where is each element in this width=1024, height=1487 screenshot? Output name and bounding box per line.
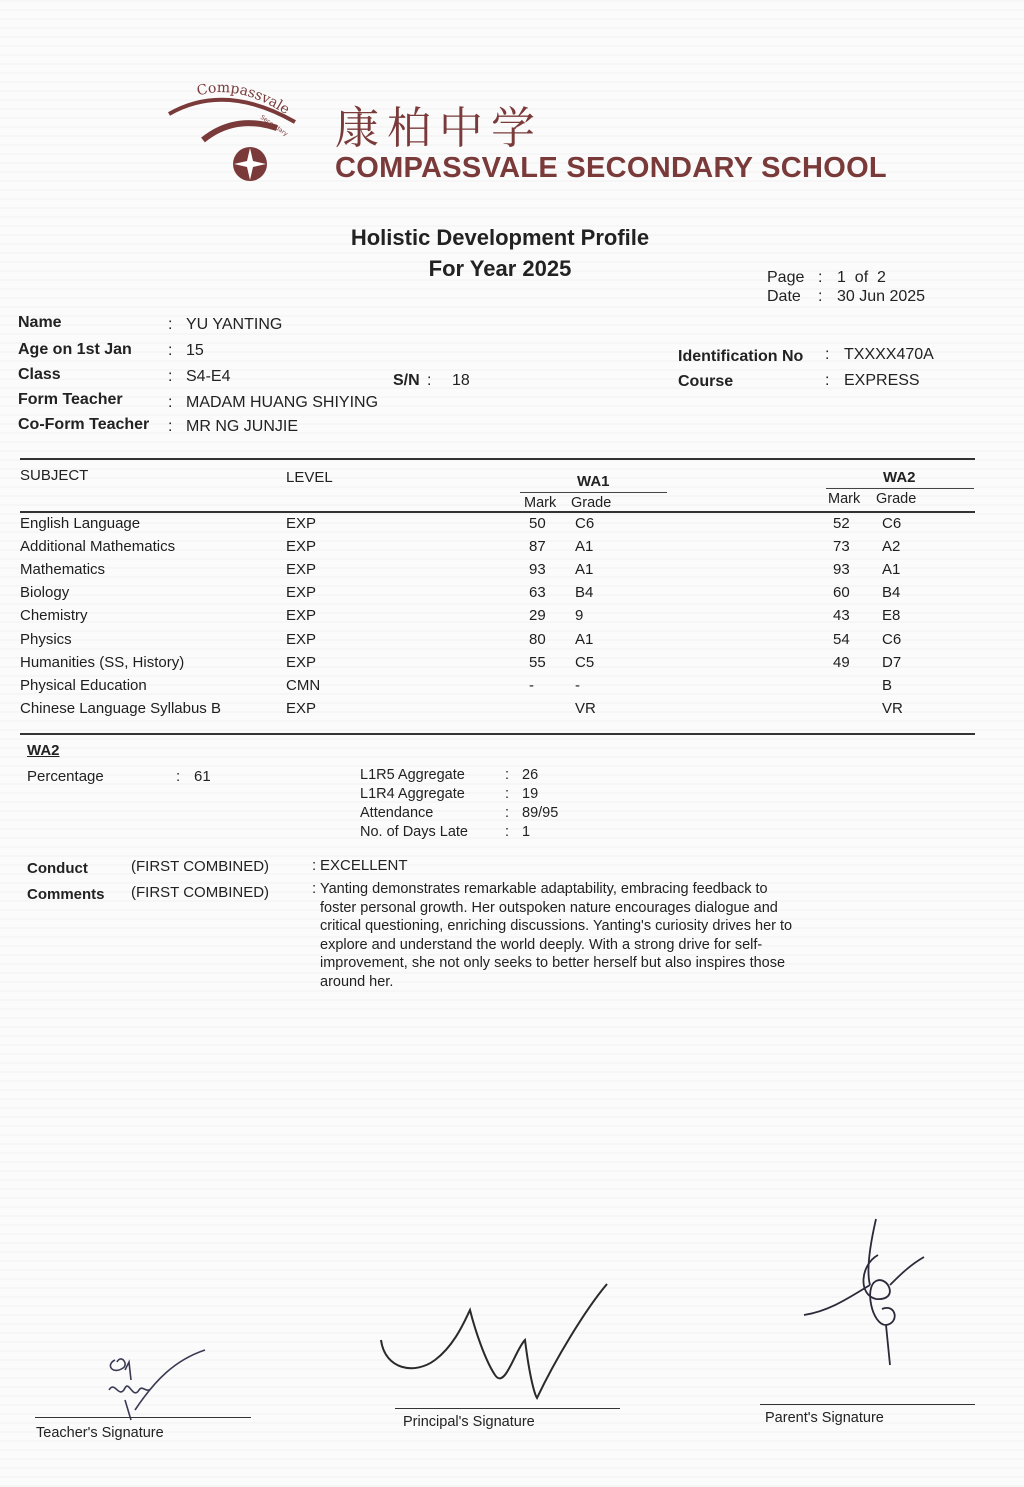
comment-line: improvement, she not only seeks to better herself but also inspires those <box>320 955 786 971</box>
comment-line: explore and understand the world deeply. With a strong drive for self- <box>320 936 763 953</box>
wa2-grade-cell: D7 <box>882 653 902 671</box>
percentage-value: 61 <box>194 768 211 785</box>
level-cell: EXP <box>286 538 317 556</box>
wa1-mark-cell: 93 <box>529 561 546 579</box>
wa2-grade-cell: A2 <box>882 538 901 556</box>
wa2-mark-cell: 60 <box>833 584 850 602</box>
wa2-mark-header: Mark <box>828 491 861 507</box>
table-row <box>20 654 980 677</box>
level-cell: CMN <box>286 676 321 694</box>
wa2-mark-cell: 73 <box>833 538 850 556</box>
table-row <box>20 700 980 723</box>
wa1-mark-header: Mark <box>524 495 557 511</box>
l1r5-value: 26 <box>522 767 539 783</box>
course-label: Course <box>678 373 734 390</box>
table-row <box>20 561 980 584</box>
wa1-mark-cell: 63 <box>529 584 546 602</box>
level-cell: EXP <box>286 515 317 532</box>
comment-line: critical questioning, enriching discussions. Yanting's curiosity drives her to <box>320 918 793 934</box>
wa1-mark-cell: 55 <box>529 653 546 671</box>
wa2-grade-cell: C6 <box>882 515 902 532</box>
principal-signature-label: Principal's Signature <box>403 1414 535 1430</box>
table-row <box>20 584 980 607</box>
level-cell: EXP <box>286 561 317 579</box>
subject-cell: Humanities (SS, History) <box>20 653 185 671</box>
form-teacher-name: MADAM HUANG SHIYING <box>186 394 379 411</box>
conduct-label: Conduct <box>27 860 88 877</box>
comment-line: Yanting demonstrates remarkable adaptability, embracing feedback to <box>320 881 768 897</box>
wa2-mark-cell: 93 <box>833 561 850 579</box>
comments-label: Comments <box>27 886 105 903</box>
attendance-value: 89/95 <box>522 805 559 821</box>
wa1-mark-cell: 50 <box>529 515 546 532</box>
wa1-mark-cell: 87 <box>529 538 546 556</box>
l1r4-label: L1R4 Aggregate <box>360 786 465 802</box>
document-year: For Year 2025 <box>428 256 572 281</box>
late-label: No. of Days Late <box>360 824 468 840</box>
wa2-grade-cell: E8 <box>882 607 901 625</box>
age-colon: : <box>168 342 173 359</box>
wa1-header: WA1 <box>577 473 610 490</box>
comments-qualifier: (FIRST COMBINED) <box>131 884 270 901</box>
wa2-mark-cell: 43 <box>833 607 850 625</box>
form-teacher-label: Form Teacher <box>18 391 123 408</box>
sn-label: S/N <box>393 372 420 389</box>
form-teacher-colon: : <box>168 394 173 411</box>
l1r5-colon: : <box>505 767 510 783</box>
student-name: YU YANTING <box>186 316 283 333</box>
wa2-grade-header: Grade <box>876 491 917 507</box>
wa1-grade-cell: 9 <box>575 607 584 625</box>
wa2-grade-cell: B4 <box>882 584 901 602</box>
teacher-signature-line <box>35 1417 251 1418</box>
wa2-grade-cell: VR <box>882 699 903 717</box>
date-colon: : <box>818 288 823 305</box>
wa2-header: WA2 <box>883 469 916 486</box>
student-sn: 18 <box>452 372 470 389</box>
wa1-mark-cell: 29 <box>529 607 546 625</box>
table-row <box>20 607 980 630</box>
school-logo-emblem <box>165 78 305 198</box>
summary-heading: WA2 <box>27 742 60 759</box>
course-colon: : <box>825 372 830 389</box>
late-colon: : <box>505 824 510 840</box>
co-form-teacher-label: Co-Form Teacher <box>18 416 150 433</box>
wa1-grade-cell: C5 <box>575 653 595 671</box>
percentage-colon: : <box>176 768 181 785</box>
age-label: Age on 1st Jan <box>18 341 132 358</box>
wa2-mark-cell: 52 <box>833 515 850 532</box>
subject-header: SUBJECT <box>20 467 89 484</box>
l1r4-value: 19 <box>522 786 539 802</box>
wa1-grade-cell: A1 <box>575 561 594 579</box>
parent-signature-line <box>760 1404 975 1405</box>
school-chinese-name: 康柏中学 <box>335 103 543 154</box>
principal-signature-mark <box>375 1280 615 1410</box>
principal-signature-line <box>395 1408 620 1409</box>
l1r4-colon: : <box>505 786 510 802</box>
subject-cell: Additional Mathematics <box>20 538 176 556</box>
subject-cell: Biology <box>20 584 70 602</box>
name-value-prefix: : <box>168 316 173 333</box>
teacher-signature-label: Teacher's Signature <box>36 1425 164 1441</box>
attendance-colon: : <box>505 805 510 821</box>
subject-cell: English Language <box>20 515 141 532</box>
wa2-mark-cell: 54 <box>833 630 850 648</box>
student-class: S4-E4 <box>186 368 231 385</box>
comments-colon: : <box>312 880 317 897</box>
document-title: Holistic Development Profile <box>350 225 650 250</box>
co-form-teacher-name: MR NG JUNJIE <box>186 418 298 435</box>
name-label: Name <box>18 314 62 331</box>
conduct-value: EXCELLENT <box>320 857 408 874</box>
l1r5-label: L1R5 Aggregate <box>360 767 465 783</box>
wa1-underline <box>520 492 667 493</box>
level-cell: EXP <box>286 607 317 625</box>
date-value: 30 Jun 2025 <box>837 288 926 305</box>
page-colon: : <box>818 269 823 286</box>
level-cell: EXP <box>286 699 317 717</box>
school-name: COMPASSVALE SECONDARY SCHOOL <box>335 152 887 184</box>
attendance-label: Attendance <box>360 805 434 821</box>
table-row <box>20 631 980 654</box>
conduct-qualifier: (FIRST COMBINED) <box>131 858 270 875</box>
subject-cell: Chinese Language Syllabus B <box>20 699 221 717</box>
comments-text <box>320 880 830 991</box>
id-colon: : <box>825 346 830 363</box>
level-cell: EXP <box>286 653 317 671</box>
class-colon: : <box>168 368 173 385</box>
student-id: TXXXX470A <box>844 346 934 363</box>
id-label: Identification No <box>678 348 804 365</box>
wa2-grade-cell: A1 <box>882 561 901 579</box>
wa1-mark-cell: 80 <box>529 630 546 648</box>
page-label: Page <box>767 269 805 286</box>
percentage-label: Percentage <box>27 768 104 785</box>
table-row <box>20 515 980 538</box>
page-number: 1 of 2 <box>837 269 886 286</box>
logo-sub-text: Secondary <box>258 113 289 138</box>
wa1-grade-cell: - <box>575 676 580 694</box>
wa2-grade-cell: B <box>882 676 893 694</box>
table-row <box>20 538 980 561</box>
comment-line: around her. <box>320 973 394 990</box>
class-label: Class <box>18 366 61 383</box>
wa2-mark-cell: 49 <box>833 653 850 671</box>
level-cell: EXP <box>286 630 317 648</box>
wa1-grade-cell: C6 <box>575 515 595 532</box>
table-header-rule <box>20 511 975 513</box>
late-value: 1 <box>522 824 531 840</box>
student-age: 15 <box>186 342 204 359</box>
wa1-grade-cell: A1 <box>575 630 594 648</box>
logo-arc-text: Compassvale <box>195 80 293 118</box>
subject-cell: Chemistry <box>20 607 88 625</box>
comment-line: foster personal growth. Her outspoken nature encourages dialogue and <box>320 899 778 916</box>
wa2-grade-cell: C6 <box>882 630 902 648</box>
table-top-rule <box>20 458 975 460</box>
student-course: EXPRESS <box>844 372 920 389</box>
sn-colon: : <box>427 372 432 389</box>
level-header: LEVEL <box>286 469 333 486</box>
wa1-mark-cell: - <box>529 676 534 694</box>
co-form-teacher-colon: : <box>168 418 173 435</box>
wa1-grade-header: Grade <box>571 495 612 511</box>
parent-signature-label: Parent's Signature <box>765 1410 884 1426</box>
wa1-grade-cell: B4 <box>575 584 594 602</box>
parent-signature-mark <box>800 1215 960 1375</box>
wa1-grade-cell: A1 <box>575 538 594 556</box>
conduct-colon: : <box>312 857 317 874</box>
table-bottom-rule <box>20 733 975 735</box>
wa1-grade-cell: VR <box>575 699 596 717</box>
date-label: Date <box>767 288 801 305</box>
subject-cell: Mathematics <box>20 561 106 579</box>
wa2-underline <box>826 488 974 489</box>
table-row <box>20 677 980 700</box>
subject-cell: Physical Education <box>20 676 147 694</box>
subject-cell: Physics <box>20 630 72 648</box>
level-cell: EXP <box>286 584 317 602</box>
